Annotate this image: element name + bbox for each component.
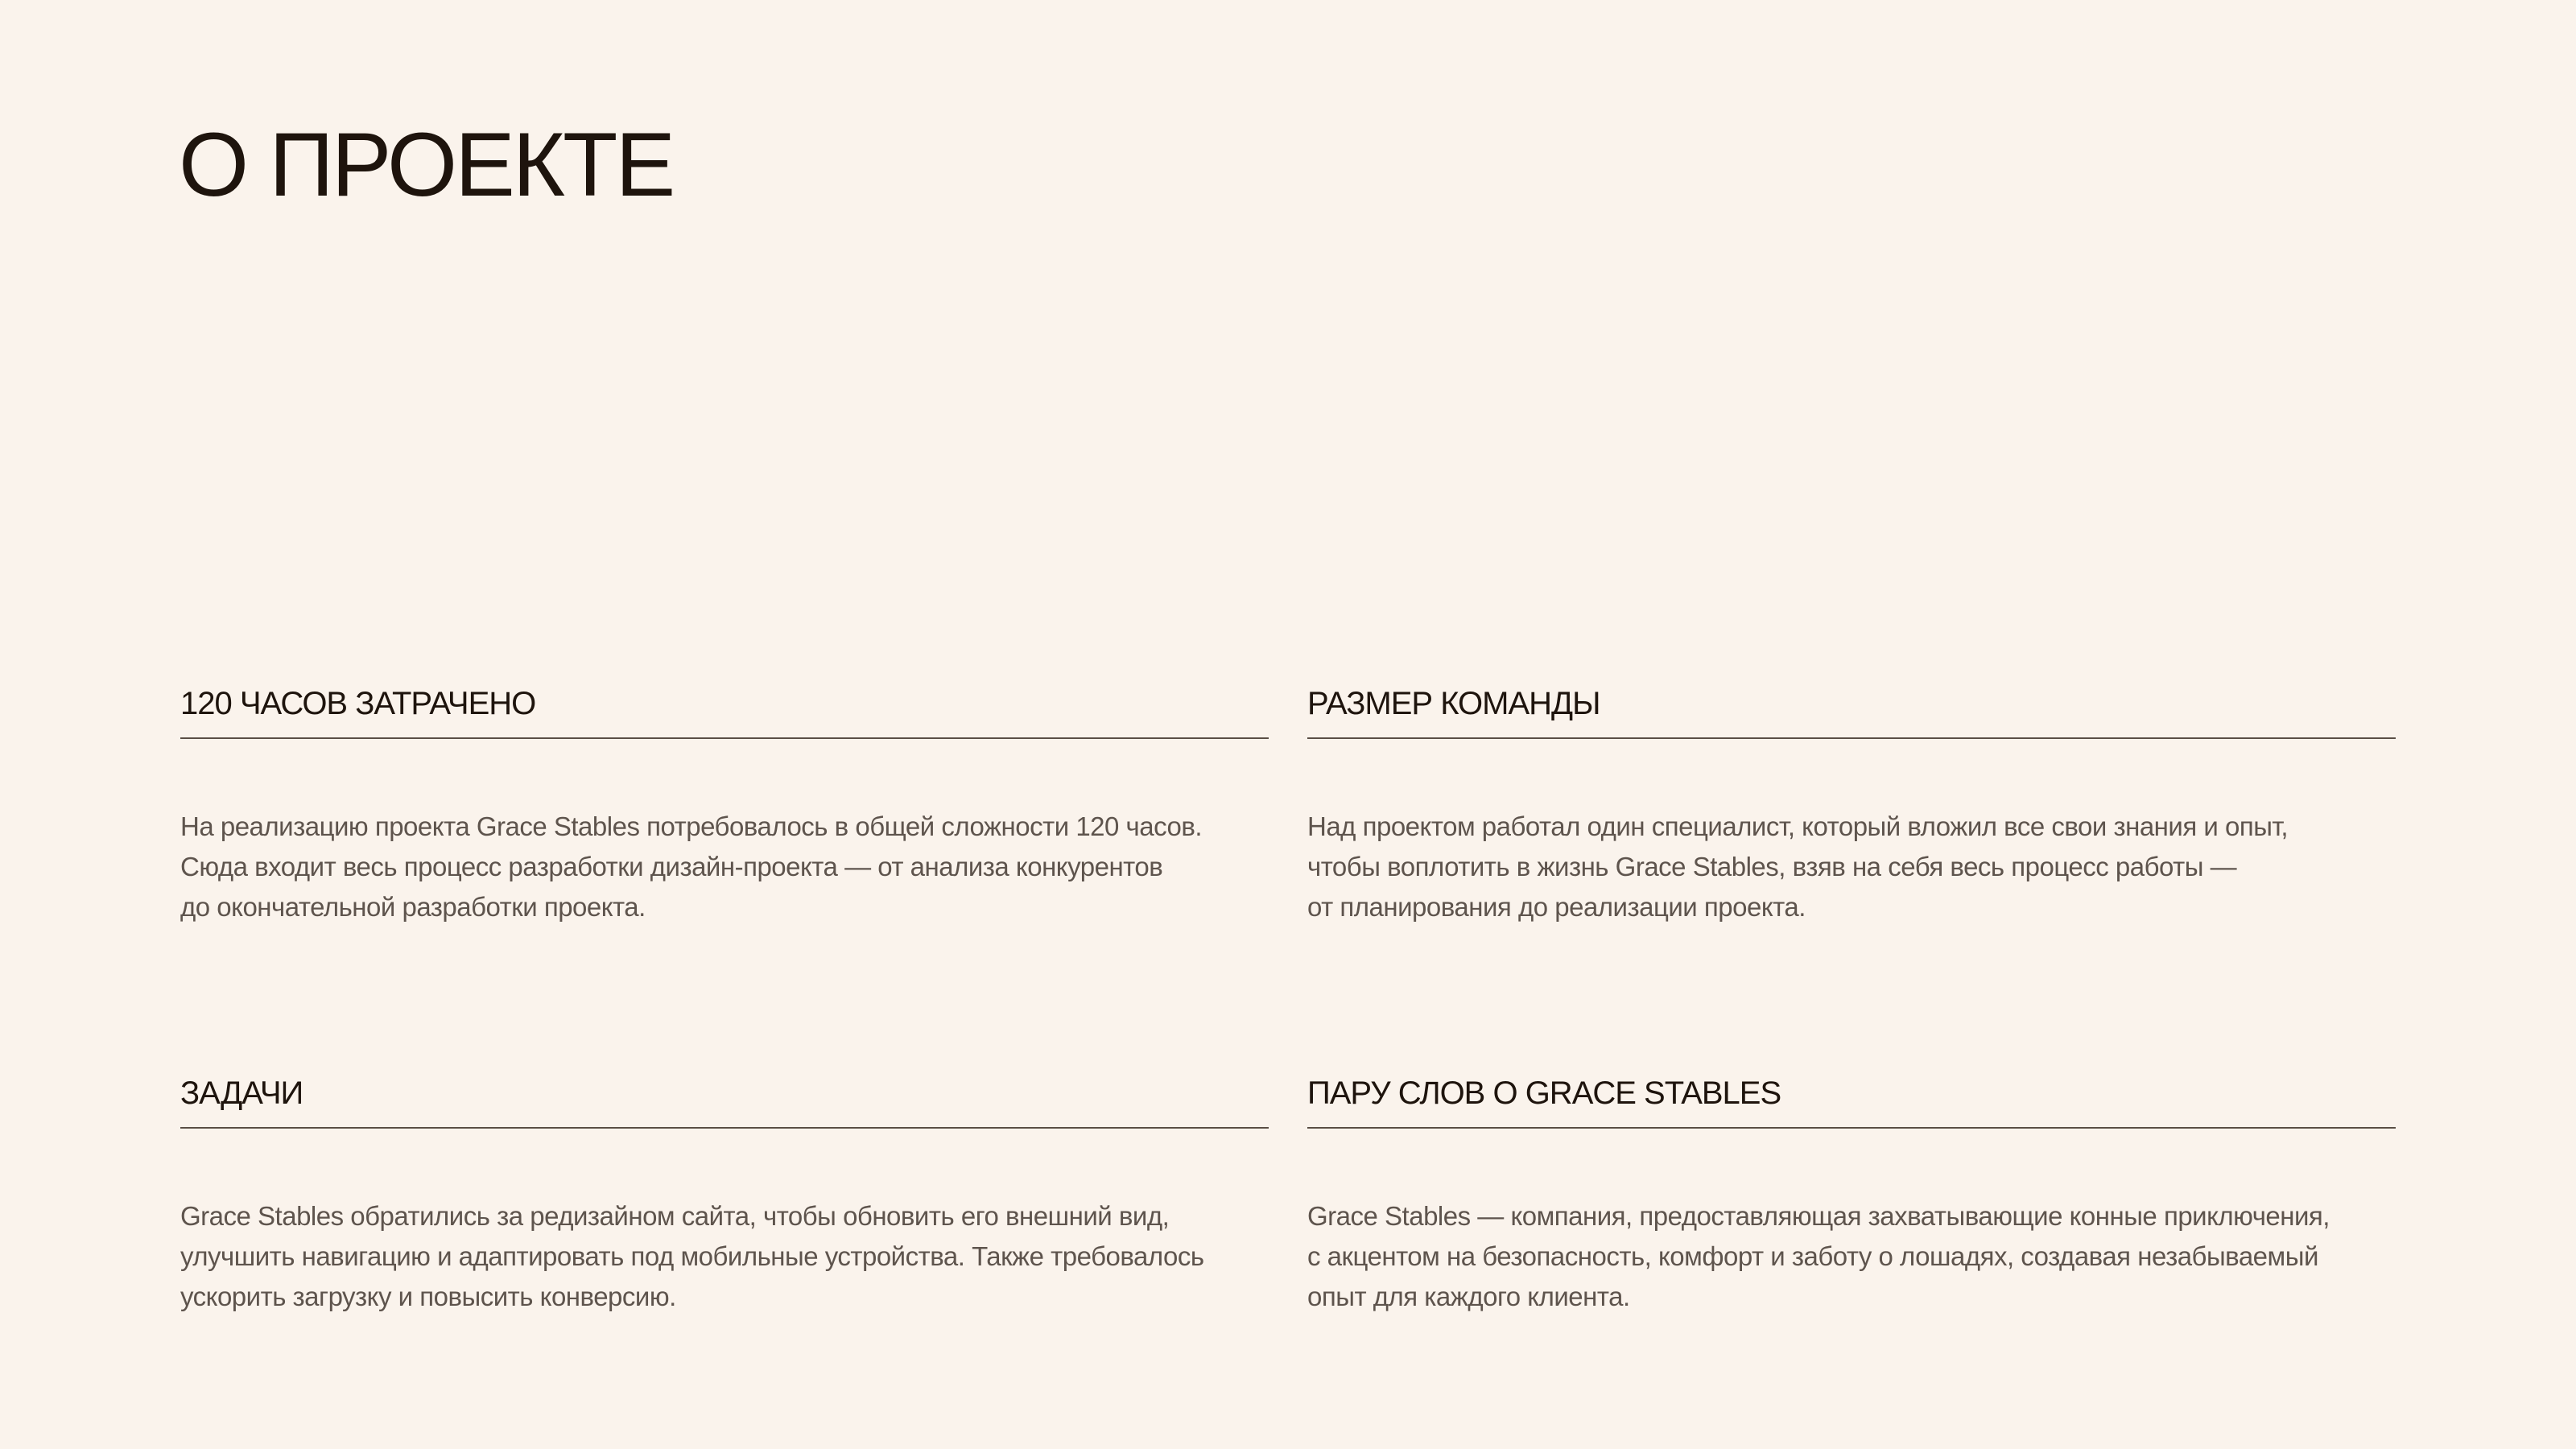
section-divider [180,737,1269,739]
section-text [180,1196,1269,1317]
section-tasks [180,1075,1269,1317]
section-text [180,807,1269,927]
section-divider [1307,1127,2396,1129]
section-hours-spent [180,686,1269,927]
section-title: 120 ЧАСОВ ЗАТРАЧЕНО [180,686,536,721]
section-divider [180,1127,1269,1129]
text-line: чтобы воплотить в жизнь Grace Stables, взяв на себя весь процесс работы — [1307,852,2237,881]
page-title: О ПРОЕКТЕ [179,114,674,215]
text-line: Над проектом работал один специалист, который вложил все свои знания и опыт, [1307,811,2289,841]
text-line: до окончательной разработки проекта. [180,892,646,922]
text-line: ускорить загрузку и повысить конверсию. [180,1282,676,1311]
section-text [1307,807,2396,927]
text-line: На реализацию проекта Grace Stables потребовалось в общей сложности 120 часов. [180,811,1203,841]
text-line: с акцентом на безопасность, комфорт и заботу о лошадях, создавая незабываемый [1307,1241,2318,1271]
section-divider [1307,737,2396,739]
section-title: РАЗМЕР КОМАНДЫ [1307,686,1600,721]
text-line: от планирования до реализации проекта. [1307,892,1806,922]
section-title: ЗАДАЧИ [180,1075,303,1111]
section-title: ПАРУ СЛОВ О GRACE STABLES [1307,1075,1781,1111]
text-line: улучшить навигацию и адаптировать под мобильные устройства. Также требовалось [180,1241,1204,1271]
section-team-size [1307,686,2396,927]
text-line: опыт для каждого клиента. [1307,1282,1630,1311]
text-line: Сюда входит весь процесс разработки дизайн-проекта — от анализа конкурентов [180,852,1163,881]
section-text [1307,1196,2396,1317]
text-line: Grace Stables обратились за редизайном сайта, чтобы обновить его внешний вид, [180,1201,1170,1231]
section-about-company [1307,1075,2396,1317]
text-line: Grace Stables — компания, предоставляющая захватывающие конные приключения, [1307,1201,2330,1231]
